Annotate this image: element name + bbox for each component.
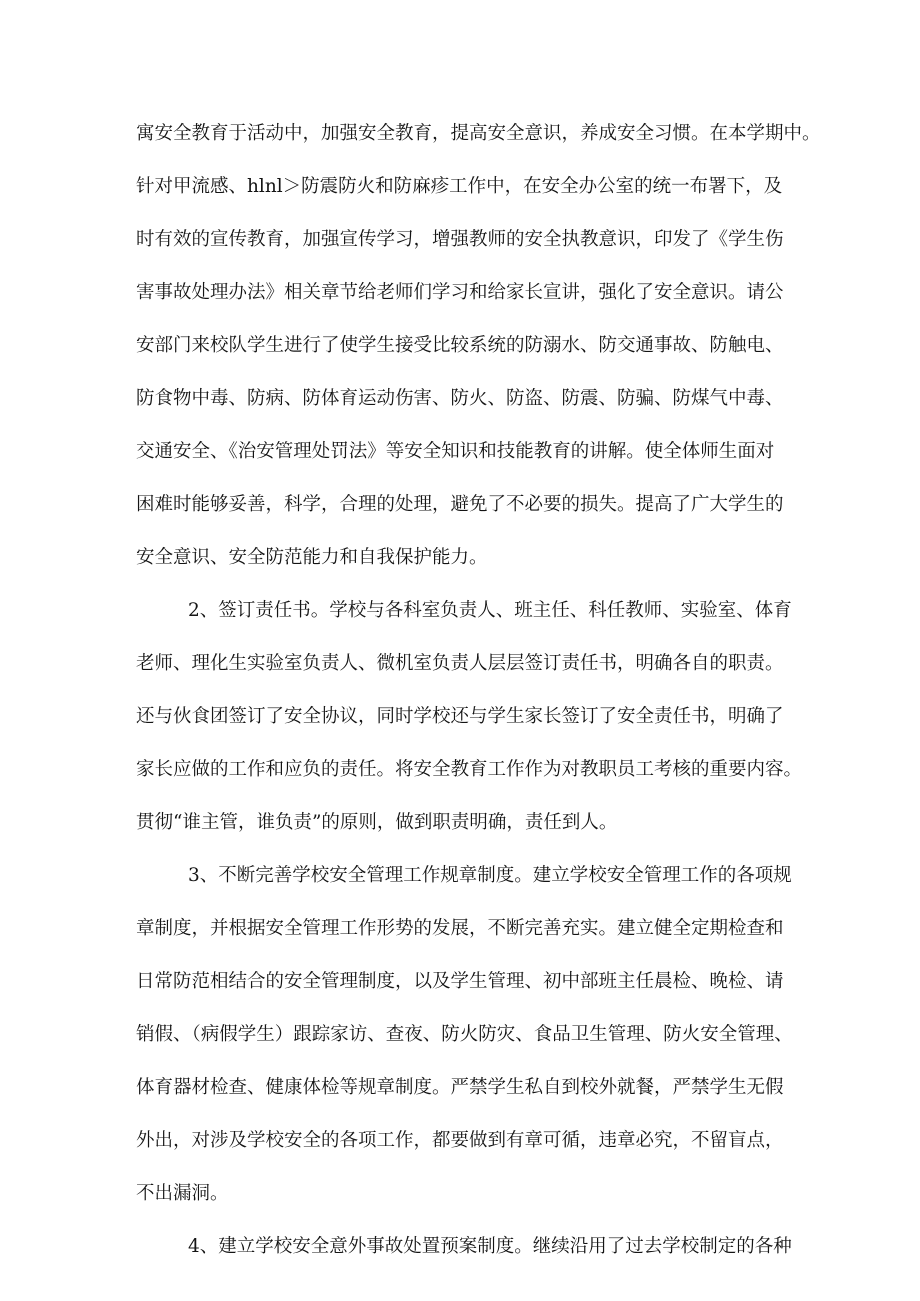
text-line: 安全意识、安全防范能力和自我保护能力。 [136,547,488,568]
text-line: 3、不断完善学校安全管理工作规章制度。建立学校安全管理工作的各项规 [188,865,792,886]
text-line: 寓安全教育于活动中，加强安全教育，提高安全意识，养成安全习惯。在本学期中。 [136,123,821,144]
text-line: 日常防范相结合的安全管理制度，以及学生管理、初中部班主任晨检、晚检、请 [136,971,784,992]
text-line: 防食物中毒、防病、防体育运动伤害、防火、防盗、防震、防骗、防煤气中毒、 [136,388,784,409]
text-line: 安部门来校队学生进行了使学生接受比较系统的防溺水、防交通事故、防触电、 [136,335,784,356]
text-line: 困难时能够妥善，科学，合理的处理，避免了不必要的损失。提高了广大学生的 [136,494,784,515]
text-line: 不出漏洞。 [136,1183,229,1204]
text-line: 时有效的宣传教育，加强宣传学习，增强教师的安全执教意识，印发了《学生伤 [136,229,784,250]
text-line: 2、签订责任书。学校与各科室负责人、班主任、科任教师、实验室、体育 [188,600,792,621]
text-line: 章制度，并根据安全管理工作形势的发展，不断完善充实。建立健全定期检查和 [136,918,784,939]
text-line: 4、建立学校安全意外事故处置预案制度。继续沿用了过去学校制定的各种 [188,1236,792,1257]
text-line: 害事故处理办法》相关章节给老师们学习和给家长宣讲，强化了安全意识。请公 [136,282,784,303]
text-line: 还与伙食团签订了安全协议，同时学校还与学生家长签订了安全责任书，明确了 [136,706,784,727]
text-line: 老师、理化生实验室负责人、微机室负责人层层签订责任书，明确各自的职责。 [136,653,784,674]
text-line: 家长应做的工作和应负的责任。将安全教育工作作为对教职员工考核的重要内容。 [136,759,803,780]
text-line: 贯彻“谁主管，谁负责”的原则，做到职责明确，责任到人。 [136,812,618,833]
text-line: 外出，对涉及学校安全的各项工作，都要做到有章可循，违章必究，不留盲点， [136,1130,784,1151]
text-line: 销假、（病假学生）跟踪家访、查夜、防火防灾、食品卫生管理、防火安全管理、 [136,1024,793,1045]
text-line: 交通安全、《治安管理处罚法》等安全知识和技能教育的讲解。使全体师生面对 [136,441,775,462]
text-line: 体育器材检查、健康体检等规章制度。严禁学生私自到校外就餐，严禁学生无假 [136,1077,784,1098]
text-line: 针对甲流感、hlnl＞防震防火和防麻疹工作中，在安全办公室的统一布署下，及 [136,176,783,197]
